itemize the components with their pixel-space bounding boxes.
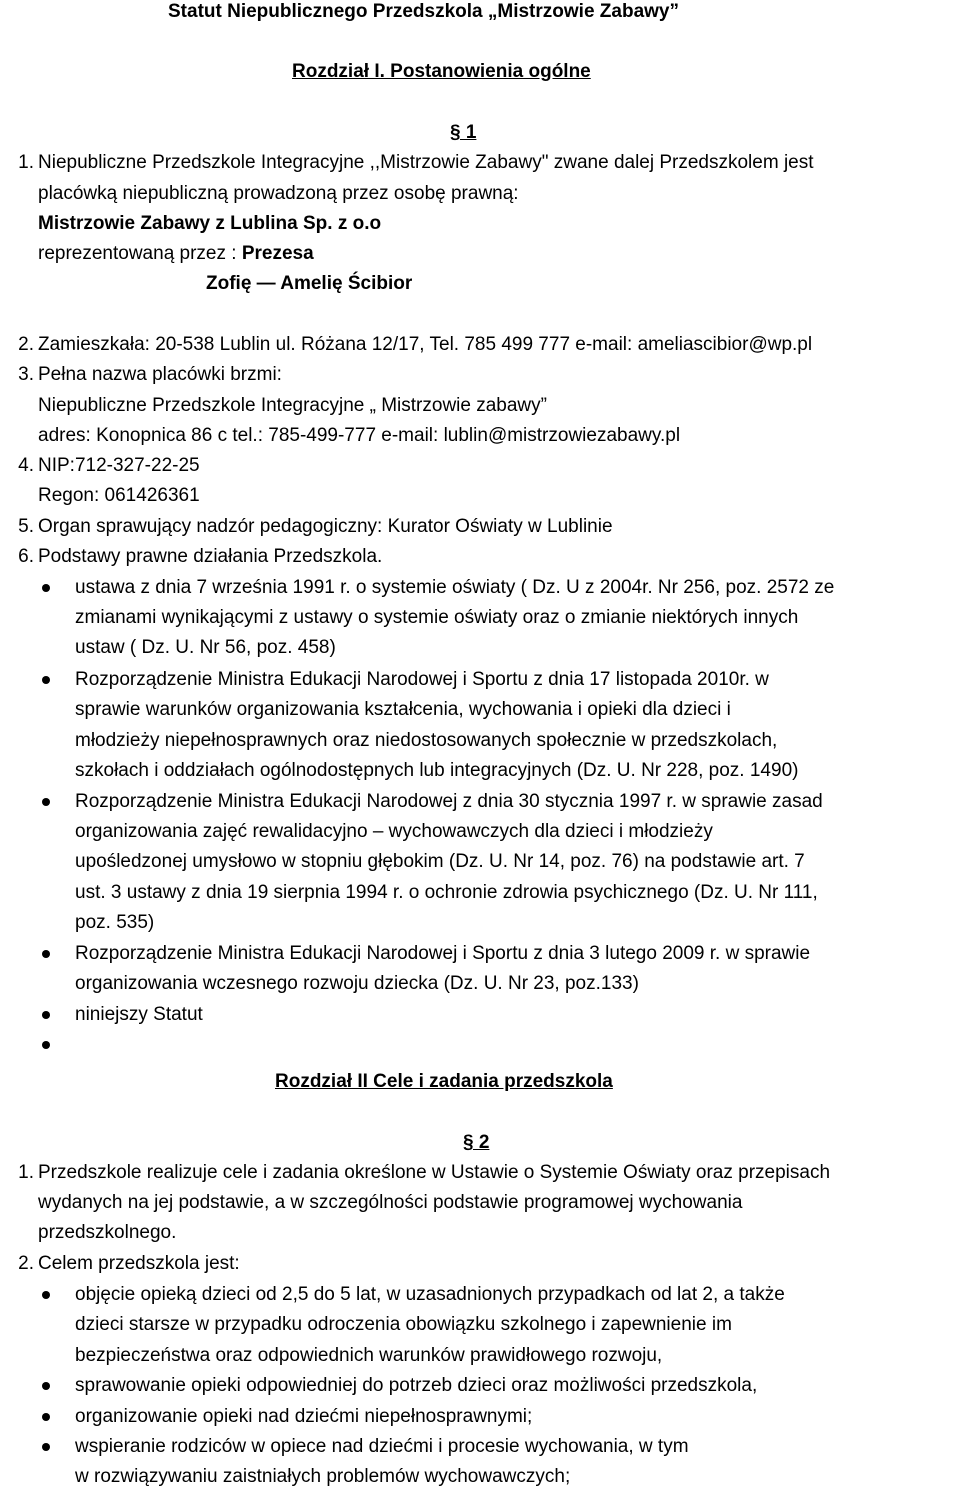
bullet-text: organizowania zajęć rewalidacyjno – wychowawczych dla dzieci i młodzieży (75, 821, 713, 842)
bullet-text: poz. 535) (75, 912, 155, 933)
bullet-text: upośledzonej umysłowo w stopniu głębokim (Dz. U. Nr 14, poz. 76) na podstawie art. 7 (75, 851, 805, 872)
bullet-icon (42, 1011, 50, 1019)
role-title: Prezesa (241, 243, 314, 264)
bullet-icon (42, 1041, 50, 1049)
item-text: przedszkolnego. (38, 1222, 177, 1243)
bullet-icon (42, 676, 50, 684)
bullet-text: wspieranie rodziców w opiece nad dziećmi i procesie wychowania, w tym (75, 1436, 689, 1457)
item-number: 5. (18, 516, 34, 537)
president-name: Zofię — Amelię Ścibior (206, 273, 413, 294)
bullet-text: organizowanie opieki nad dziećmi niepełnosprawnymi; (75, 1406, 533, 1427)
item-text: Przedszkole realizuje cele i zadania określone w Ustawie o Systemie Oświaty oraz przepisach (38, 1162, 831, 1183)
item-text: Regon: 061426361 (38, 485, 200, 506)
paragraph-2-heading: § 2 (463, 1132, 490, 1153)
bullet-icon (42, 1443, 50, 1451)
bullet-icon (42, 1382, 50, 1390)
item-number: 4. (18, 455, 34, 476)
company-name: Mistrzowie Zabawy z Lublina Sp. z o.o (38, 213, 382, 234)
item-text: Niepubliczne Przedszkole Integracyjne ,,Mistrzowie Zabawy" zwane dalej Przedszkolem jest (38, 152, 814, 173)
bullet-text: dzieci starsze w przypadku odroczenia obowiązku szkolnego i zapewnienie im (75, 1314, 732, 1335)
chapter-2-heading: Rozdział II Cele i zadania przedszkola (275, 1071, 613, 1092)
bullet-text: bezpieczeństwa oraz odpowiednich warunków prawidłowego rozwoju, (75, 1345, 663, 1366)
item-text: Organ sprawujący nadzór pedagogiczny: Kurator Oświaty w Lublinie (38, 516, 613, 537)
bullet-text: w rozwiązywaniu zaistniałych problemów wychowawczych; (75, 1466, 571, 1487)
item-text: Zamieszkała: 20-538 Lublin ul. Różana 12/17, Tel. 785 499 777 e-mail: ameliascibior@wp.pl (38, 334, 813, 355)
bullet-text: zmianami wynikającymi z ustawy o systemie oświaty oraz o zmianie niektórych innych (75, 607, 799, 628)
item-text: adres: Konopnica 86 c tel.: 785-499-777 e-mail: lublin@mistrzowiezabawy.pl (38, 425, 681, 446)
item-text: wydanych na jej podstawie, a w szczególności podstawie programowej wychowania (38, 1192, 743, 1213)
document-title: Statut Niepublicznego Przedszkola „Mistrzowie Zabawy” (168, 1, 679, 22)
bullet-text: sprawie warunków organizowania kształcenia, wychowania i opieki dla dzieci i (75, 699, 731, 720)
bullet-icon (42, 798, 50, 806)
bullet-text: objęcie opieką dzieci od 2,5 do 5 lat, w uzasadnionych przypadkach od lat 2, a także (75, 1284, 785, 1305)
item-number: 3. (18, 364, 34, 385)
item-number: 2. (18, 1253, 34, 1274)
bullet-text: Rozporządzenie Ministra Edukacji Narodowej z dnia 30 stycznia 1997 r. w sprawie zasad (75, 791, 823, 812)
chapter-1-heading: Rozdział I. Postanowienia ogólne (292, 61, 591, 82)
item-text: Celem przedszkola jest: (38, 1253, 240, 1274)
bullet-icon (42, 1291, 50, 1299)
item-text: Pełna nazwa placówki brzmi: (38, 364, 282, 385)
bullet-text: szkołach i oddziałach ogólnodostępnych lub integracyjnych (Dz. U. Nr 228, poz. 1490) (75, 760, 799, 781)
bullet-text: niniejszy Statut (75, 1004, 203, 1025)
bullet-icon (42, 584, 50, 592)
bullet-text: ustawa z dnia 7 września 1991 r. o systemie oświaty ( Dz. U z 2004r. Nr 256, poz. 2572 ze (75, 577, 835, 598)
bullet-text: organizowania wczesnego rozwoju dziecka (Dz. U. Nr 23, poz.133) (75, 973, 639, 994)
item-text: NIP:712-327-22-25 (38, 455, 200, 476)
bullet-icon (42, 950, 50, 958)
item-number: 6. (18, 546, 34, 567)
bullet-text: ustaw ( Dz. U. Nr 56, poz. 458) (75, 637, 336, 658)
item-text: Niepubliczne Przedszkole Integracyjne „ Mistrzowie zabawy” (38, 395, 547, 416)
bullet-icon (42, 1413, 50, 1421)
item-text: Podstawy prawne działania Przedszkola. (38, 546, 383, 567)
item-number: 2. (18, 334, 34, 355)
item-text: placówką niepubliczną prowadzoną przez osobę prawną: (38, 183, 519, 204)
item-number: 1. (18, 1162, 34, 1183)
bullet-text: młodzieży niepełnosprawnych oraz niedostosowanych społecznie w przedszkolach, (75, 730, 778, 751)
represented-by-label: reprezentowaną przez : (38, 243, 242, 264)
bullet-text: ust. 3 ustawy z dnia 19 sierpnia 1994 r. o ochronie zdrowia psychicznego (Dz. U. Nr 111, (75, 882, 818, 903)
item-number: 1. (18, 152, 34, 173)
bullet-text: Rozporządzenie Ministra Edukacji Narodowej i Sportu z dnia 17 listopada 2010r. w (75, 669, 769, 690)
bullet-text: Rozporządzenie Ministra Edukacji Narodowej i Sportu z dnia 3 lutego 2009 r. w sprawie (75, 943, 811, 964)
bullet-text: sprawowanie opieki odpowiedniej do potrzeb dzieci oraz możliwości przedszkola, (75, 1375, 758, 1396)
paragraph-1-heading: § 1 (450, 122, 477, 143)
